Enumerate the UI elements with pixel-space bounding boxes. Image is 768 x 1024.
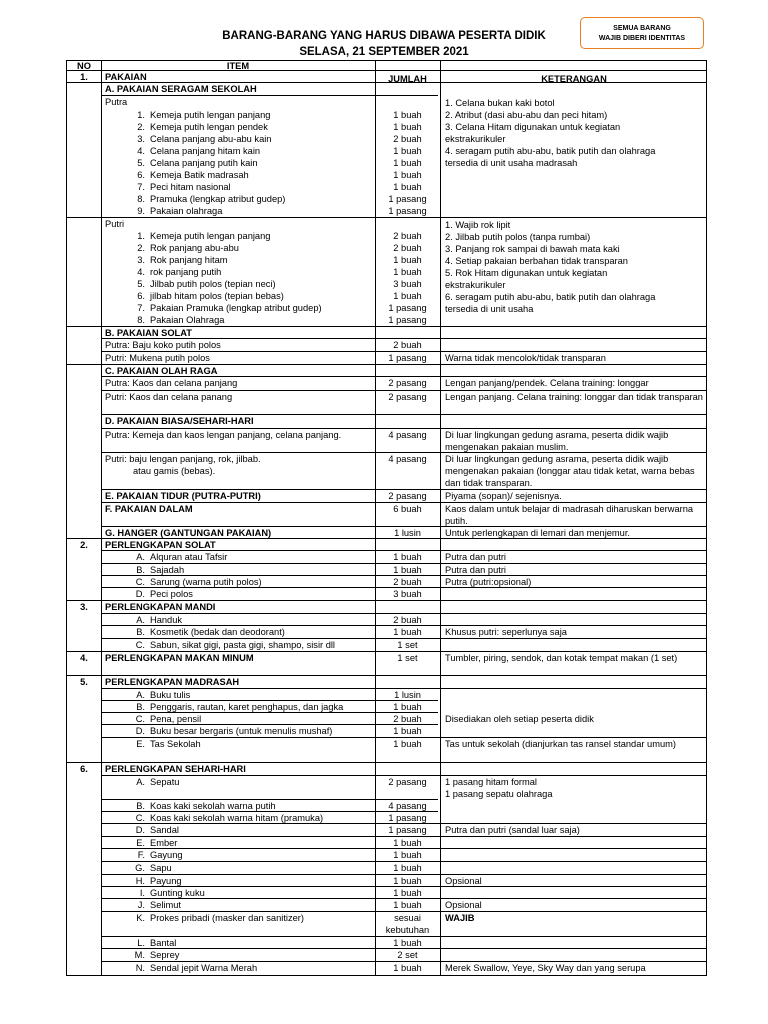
- item-note: Putra (putri:opsional): [445, 577, 532, 587]
- item-quantity: 4 pasang: [388, 430, 427, 440]
- item-name: Ember: [150, 838, 178, 848]
- item-quantity: 1 buah: [393, 702, 422, 712]
- item-quantity: 2 pasang: [388, 392, 427, 402]
- item-index: 6.: [137, 170, 145, 180]
- document-title: BARANG-BARANG YANG HARUS DIBAWA PESERTA DIDIK: [222, 30, 546, 42]
- item-quantity: 1 pasang: [388, 813, 427, 823]
- item-name: Tas Sekolah: [150, 739, 201, 749]
- item-index: C.: [135, 640, 145, 650]
- item-index: 7.: [137, 182, 145, 192]
- item-quantity: 1 buah: [393, 938, 422, 948]
- item-name: Sajadah: [150, 565, 185, 575]
- col-divider-jumlah: [440, 61, 441, 975]
- item-name: Pramuka (lengkap atribut gudep): [150, 194, 286, 204]
- row-number: 2.: [80, 540, 88, 550]
- item-index: N.: [135, 963, 145, 973]
- item-quantity: 1 pasang: [388, 315, 427, 325]
- item-index: F.: [137, 850, 145, 860]
- item-name: Kemeja putih lengan panjang: [150, 231, 271, 241]
- item-note: Warna tidak mencolok/tidak transparan: [445, 353, 606, 363]
- notes-putra-line: 3. Celana Hitam digunakan untuk kegiatan: [445, 122, 621, 132]
- item-index: 5.: [137, 158, 145, 168]
- item-note: Putra dan putri (sandal luar saja): [445, 825, 580, 835]
- row-number: 5.: [80, 677, 88, 687]
- header-jumlah: JUMLAH: [388, 74, 427, 84]
- item-note: 1 pasang hitam formal: [445, 777, 537, 787]
- item-quantity: 1 buah: [393, 146, 422, 156]
- item-quantity: 4 pasang: [388, 801, 427, 811]
- document-date: SELASA, 21 SEPTEMBER 2021: [299, 46, 469, 58]
- item-name: Bantal: [150, 938, 177, 948]
- item-index: 7.: [137, 303, 145, 313]
- item-name: Kemeja putih lengan panjang: [150, 110, 271, 120]
- item-quantity: 2 pasang: [388, 777, 427, 787]
- item-quantity: 1 buah: [393, 863, 422, 873]
- item-index: C.: [135, 577, 145, 587]
- item-quantity: 3 buah: [393, 279, 422, 289]
- item-index: 8.: [137, 315, 145, 325]
- row-number: 1.: [80, 72, 88, 82]
- item-quantity: 1 pasang: [388, 353, 427, 363]
- item-name: Celana panjang abu-abu kain: [150, 134, 272, 144]
- item-quantity: 1 buah: [393, 900, 422, 910]
- item-name: Kemeja putih lengan pendek: [150, 122, 268, 132]
- item-name: Buku besar bergaris (untuk menulis mushaf): [150, 726, 333, 736]
- item-note: Disediakan oleh setiap peserta didik: [445, 714, 594, 724]
- item-quantity: 2 buah: [393, 615, 422, 625]
- item-name: Pena, pensil: [150, 714, 202, 724]
- item-index: M.: [134, 950, 145, 960]
- item-quantity: 1 set: [397, 653, 418, 663]
- item-note: Opsional: [445, 900, 482, 910]
- item-quantity: 2 buah: [393, 231, 422, 241]
- item-index: 4.: [137, 146, 145, 156]
- item-quantity: 1 pasang: [388, 303, 427, 313]
- item-name: Peci polos: [150, 589, 193, 599]
- row-number: 3.: [80, 602, 88, 612]
- item-quantity: 1 buah: [393, 170, 422, 180]
- item-name: Sepatu: [150, 777, 180, 787]
- item-index: E.: [136, 739, 145, 749]
- item-quantity: 1 buah: [393, 122, 422, 132]
- item-quantity: 1 lusin: [394, 528, 421, 538]
- notes-putri-line: tersedia di unit usaha: [445, 304, 534, 314]
- col-divider-no: [101, 61, 102, 975]
- item-name: Celana panjang hitam kain: [150, 146, 261, 156]
- item-quantity: 1 buah: [393, 267, 422, 277]
- notes-putra: [445, 97, 655, 169]
- item-quantity: 2 buah: [393, 340, 422, 350]
- item-name: Peci hitam nasional: [150, 182, 231, 192]
- item-note: Tas untuk sekolah (dianjurkan tas ransel standar umum): [445, 739, 676, 749]
- notes-putri-line: 5. Rok Hitam digunakan untuk kegiatan: [445, 268, 608, 278]
- item-quantity: 2 pasang: [388, 491, 427, 501]
- item-name: Putra: Baju koko putih polos: [105, 340, 221, 350]
- item-name: Selimut: [150, 900, 182, 910]
- row-number: 6.: [80, 764, 88, 774]
- badge-line-2: WAJIB DIBERI IDENTITAS: [598, 35, 686, 42]
- item-quantity: 1 buah: [393, 565, 422, 575]
- notes-putri-line: 1. Wajib rok lipit: [445, 220, 511, 230]
- notes-putri-line: 4. Setiap pakaian berbahan tidak transparan: [445, 256, 628, 266]
- item-quantity: 1 pasang: [388, 206, 427, 216]
- item-quantity: 1 buah: [393, 627, 422, 637]
- item-quantity: 1 buah: [393, 158, 422, 168]
- item-quantity: 1 buah: [393, 876, 422, 886]
- item-quantity: 2 buah: [393, 714, 422, 724]
- item-note: Untuk perlengkapan di lemari dan menjemur.: [445, 528, 631, 538]
- item-name: Putra: Kemeja dan kaos lengan panjang, celana panjang.: [105, 430, 342, 440]
- item-name: jilbab hitam polos (tepian bebas): [150, 291, 284, 301]
- item-name: Pakaian Olahraga: [150, 315, 225, 325]
- subcategory-title: C. PAKAIAN OLAH RAGA: [105, 366, 218, 376]
- item-name: Putri: [105, 219, 125, 229]
- item-quantity: 2 buah: [393, 577, 422, 587]
- item-note: Di luar lingkungan gedung asrama, peserta didik wajib mengenakan pakaian muslim.: [445, 430, 669, 452]
- subcategory-title: E. PAKAIAN TIDUR (PUTRA-PUTRI): [105, 491, 261, 501]
- item-index: G.: [135, 863, 145, 873]
- item-name-cont: atau gamis (bebas).: [133, 466, 216, 476]
- item-index: J.: [137, 900, 145, 910]
- item-quantity: 1 buah: [393, 110, 422, 120]
- item-note: Putra dan putri: [445, 552, 506, 562]
- category-title: PERLENGKAPAN MADRASAH: [105, 677, 240, 687]
- category-title: PERLENGKAPAN MANDI: [105, 602, 216, 612]
- item-quantity: 1 buah: [393, 739, 422, 749]
- item-index: B.: [136, 627, 145, 637]
- item-index: 9.: [137, 206, 145, 216]
- notes-putri-line: 6. seragam putih abu-abu, batik putih dan olahraga: [445, 292, 656, 302]
- item-name: Gunting kuku: [150, 888, 205, 898]
- notes-putra-line: ekstrakurikuler: [445, 134, 506, 144]
- item-note: WAJIB: [445, 913, 475, 923]
- item-name: Sarung (warna putih polos): [150, 577, 262, 587]
- item-index: I.: [139, 888, 145, 898]
- item-name: Kemeja Batik madrasah: [150, 170, 249, 180]
- item-note: Di luar lingkungan gedung asrama, peserta didik wajib mengenakan pakaian (longgar atau tidak ketat, warna bebas dan tidak transparan.: [445, 454, 695, 488]
- item-quantity: 1 buah: [393, 726, 422, 736]
- item-name: Payung: [150, 876, 182, 886]
- category-title: PERLENGKAPAN MAKAN MINUM: [105, 653, 254, 663]
- item-index: D.: [135, 589, 145, 599]
- item-name: Sapu: [150, 863, 172, 873]
- item-index: C.: [135, 813, 145, 823]
- subcategory-title: G. HANGER (GANTUNGAN PAKAIAN): [105, 528, 272, 538]
- item-index: A.: [136, 690, 145, 700]
- item-quantity: 6 buah: [393, 504, 422, 514]
- notes-putra-line: 4. seragam putih abu-abu, batik putih dan olahraga: [445, 146, 656, 156]
- item-note: Lengan panjang. Celana training: longgar dan tidak transparan: [445, 392, 703, 402]
- item-index: 1.: [137, 110, 145, 120]
- item-name: Sandal: [150, 825, 179, 835]
- item-index: A.: [136, 777, 145, 787]
- item-name: Putri: Mukena putih polos: [105, 353, 210, 363]
- item-index: B.: [136, 801, 145, 811]
- item-name: Handuk: [150, 615, 183, 625]
- item-name: Alquran atau Tafsir: [150, 552, 228, 562]
- item-name: Putri: Kaos dan celana panang: [105, 392, 233, 402]
- subcategory-title: F. PAKAIAN DALAM: [105, 504, 193, 514]
- item-index: C.: [135, 714, 145, 724]
- item-name: Rok panjang hitam: [150, 255, 228, 265]
- subcategory-title: D. PAKAIAN BIASA/SEHARI-HARI: [105, 416, 254, 426]
- item-name: Rok panjang abu-abu: [150, 243, 239, 253]
- item-name: Gayung: [150, 850, 183, 860]
- item-index: H.: [135, 876, 145, 886]
- item-index: 2.: [137, 243, 145, 253]
- item-note: Piyama (sopan)/ sejenisnya.: [445, 491, 562, 501]
- item-name: Jilbab putih polos (tepian neci): [150, 279, 276, 289]
- item-name: Seprey: [150, 950, 180, 960]
- item-index: 3.: [137, 134, 145, 144]
- item-note-cont: 1 pasang sepatu olahraga: [445, 789, 553, 799]
- item-quantity: 1 buah: [393, 291, 422, 301]
- item-quantity: 4 pasang: [388, 454, 427, 464]
- item-quantity: 1 buah: [393, 552, 422, 562]
- item-quantity: 1 buah: [393, 963, 422, 973]
- header-item: ITEM: [226, 61, 250, 71]
- item-quantity: 2 set: [397, 950, 418, 960]
- notes-putra-line: 1. Celana bukan kaki botol: [445, 98, 555, 108]
- item-index: K.: [136, 913, 145, 923]
- item-quantity: 2 buah: [393, 243, 422, 253]
- item-note: Merek Swallow, Yeye, Sky Way dan yang serupa: [445, 963, 646, 973]
- item-name: Penggaris, rautan, karet penghapus, dan jagka: [150, 702, 344, 712]
- item-note: Putra dan putri: [445, 565, 506, 575]
- item-quantity: 1 pasang: [388, 194, 427, 204]
- subcategory-title: B. PAKAIAN SOLAT: [105, 328, 192, 338]
- notes-putri-line: 2. Jilbab putih polos (tanpa rumbai): [445, 232, 591, 242]
- item-index: D.: [135, 825, 145, 835]
- items-table: [66, 60, 707, 976]
- item-note: Khusus putri: seperlunya saja: [445, 627, 567, 637]
- item-quantity: 1 lusin: [394, 690, 421, 700]
- notes-putra-line: tersedia di unit usaha madrasah: [445, 158, 578, 168]
- item-note: Lengan panjang/pendek. Celana training: longgar: [445, 378, 649, 388]
- item-index: D.: [135, 726, 145, 736]
- notes-putra-line: 2. Atribut (dasi abu-abu dan peci hitam): [445, 110, 608, 120]
- subcategory-title: A. PAKAIAN SERAGAM SEKOLAH: [105, 84, 257, 94]
- item-name: Koas kaki sekolah warna hitam (pramuka): [150, 813, 324, 823]
- header-no: NO: [77, 61, 91, 71]
- item-name: Putri: baju lengan panjang, rok, jilbab.: [105, 454, 261, 464]
- item-index: B.: [136, 565, 145, 575]
- item-name: Pakaian olahraga: [150, 206, 223, 216]
- item-index: 3.: [137, 255, 145, 265]
- item-index: 2.: [137, 122, 145, 132]
- row-number: 4.: [80, 653, 88, 663]
- row-divider: [67, 217, 706, 218]
- item-index: A.: [136, 552, 145, 562]
- notes-putri-line: 3. Panjang rok sampai di bawah mata kaki: [445, 244, 620, 254]
- notes-putri-line: ekstrakurikuler: [445, 280, 506, 290]
- item-name: Prokes pribadi (masker dan sanitizer): [150, 913, 304, 923]
- badge-line-1: SEMUA BARANG: [613, 25, 671, 32]
- item-index: 6.: [137, 291, 145, 301]
- item-name: Sabun, sikat gigi, pasta gigi, shampo, sisir dll: [150, 640, 335, 650]
- item-quantity: 1 buah: [393, 888, 422, 898]
- item-name: Pakaian Pramuka (lengkap atribut gudep): [150, 303, 322, 313]
- item-quantity: 2 buah: [393, 134, 422, 144]
- item-note: Opsional: [445, 876, 482, 886]
- item-name: Sendal jepit Warna Merah: [150, 963, 258, 973]
- item-quantity: 1 buah: [393, 850, 422, 860]
- item-name: Celana panjang putih kain: [150, 158, 258, 168]
- item-name: Putra: Kaos dan celana panjang: [105, 378, 238, 388]
- row-divider: [101, 95, 438, 96]
- item-index: 8.: [137, 194, 145, 204]
- item-name: rok panjang putih: [150, 267, 222, 277]
- notes-putri: [445, 219, 655, 315]
- item-note: Tumbler, piring, sendok, dan kotak tempat makan (1 set): [445, 653, 678, 663]
- item-index: E.: [136, 838, 145, 848]
- item-quantity: 2 pasang: [388, 378, 427, 388]
- item-index: 4.: [137, 267, 145, 277]
- item-name: Buku tulis: [150, 690, 191, 700]
- item-quantity: 1 buah: [393, 255, 422, 265]
- category-title: PAKAIAN: [105, 72, 147, 82]
- item-note: Kaos dalam untuk belajar di madrasah diharuskan berwarna putih.: [445, 504, 694, 526]
- item-quantity: 1 pasang: [388, 825, 427, 835]
- item-index: 1.: [137, 231, 145, 241]
- identity-notice-badge: [580, 17, 704, 49]
- item-quantity: 1 buah: [393, 838, 422, 848]
- item-index: 5.: [137, 279, 145, 289]
- item-index: A.: [136, 615, 145, 625]
- header-keterangan: KETERANGAN: [541, 74, 607, 84]
- item-name: Putra: [105, 97, 128, 107]
- item-quantity: sesuai: [394, 913, 421, 923]
- item-quantity: 1 set: [397, 640, 418, 650]
- item-quantity: 3 buah: [393, 589, 422, 599]
- item-index: L.: [137, 938, 145, 948]
- item-quantity-cont: kebutuhan: [385, 925, 430, 935]
- item-name: Koas kaki sekolah warna putih: [150, 801, 276, 811]
- item-index: B.: [136, 702, 145, 712]
- category-title: PERLENGKAPAN SEHARI-HARI: [105, 764, 246, 774]
- item-quantity: 1 buah: [393, 182, 422, 192]
- item-name: Kosmetik (bedak dan deodorant): [150, 627, 285, 637]
- category-title: PERLENGKAPAN SOLAT: [105, 540, 216, 550]
